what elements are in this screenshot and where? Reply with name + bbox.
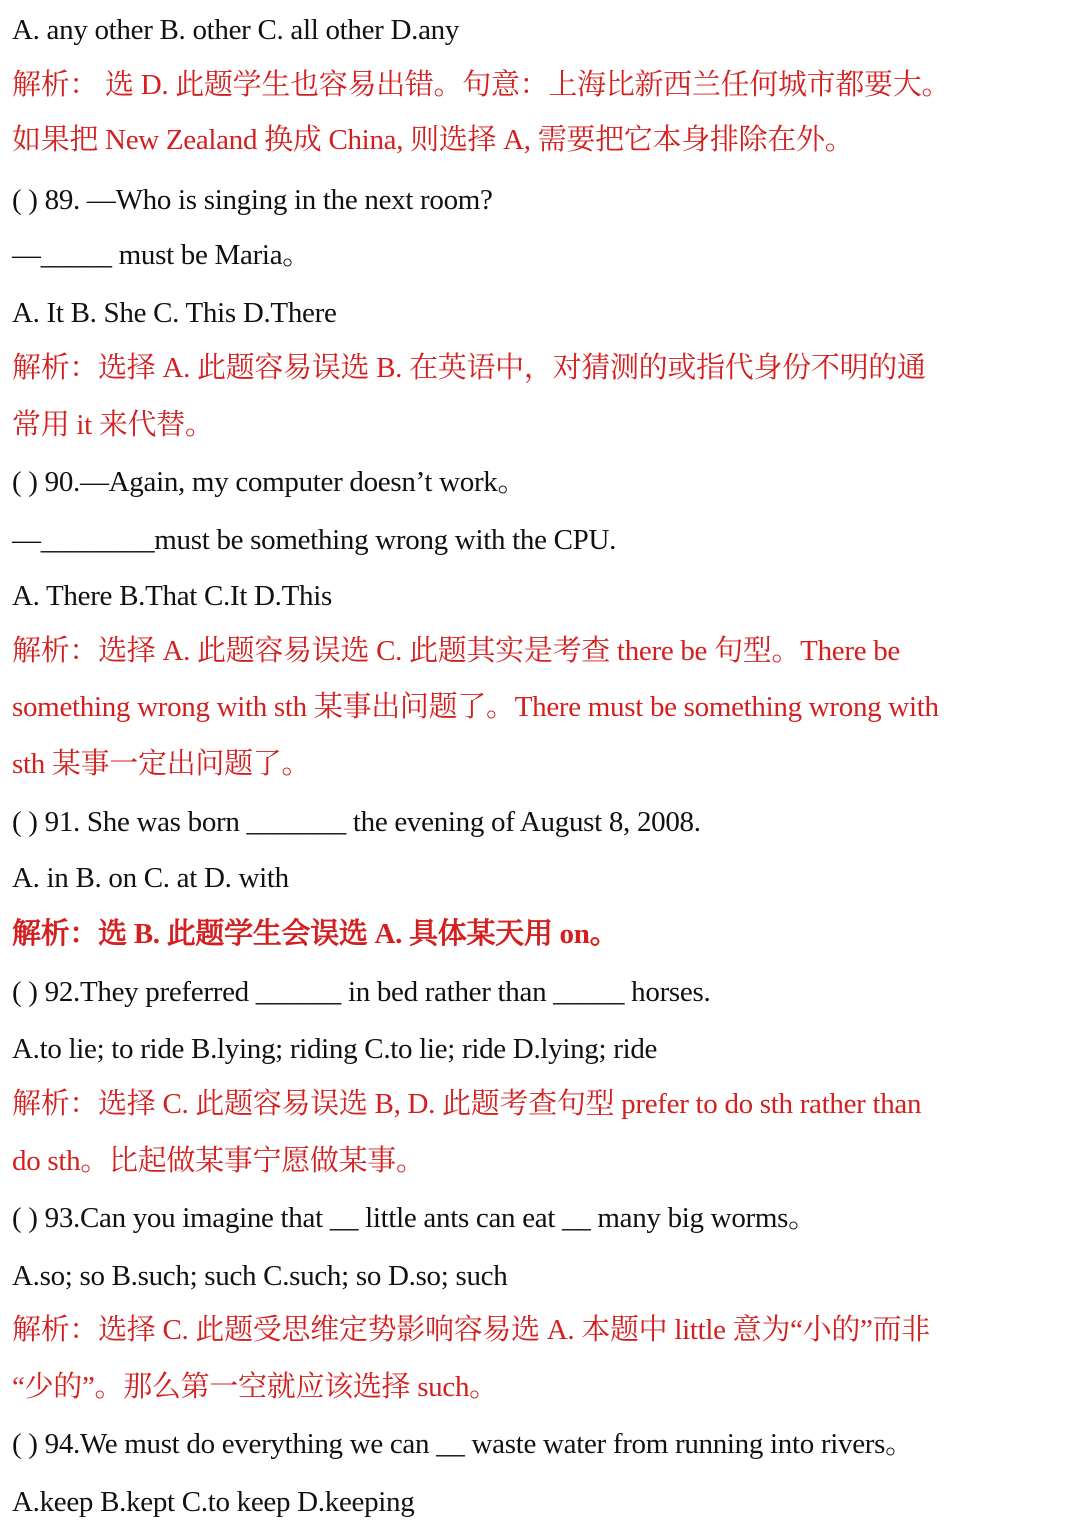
- question-line: ( ) 90.—Again, my computer doesn’t work。: [12, 466, 527, 498]
- analysis-line: 如果把 New Zealand 换成 China, 则选择 A, 需要把它本身排除在外。: [12, 124, 854, 156]
- analysis-line: 解析：选择 C. 此题受思维定势影响容易选 A. 本题中 little 意为“小的”而非: [12, 1314, 930, 1346]
- question-line: ( ) 93.Can you imagine that __ little ants can eat __ many big worms。: [12, 1202, 817, 1234]
- question-line: ( ) 92.They preferred ______ in bed rather than _____ horses.: [12, 976, 711, 1008]
- question-line: ( ) 94.We must do everything we can __ waste water from running into rivers。: [12, 1428, 914, 1460]
- question-line: —_____ must be Maria。: [12, 239, 311, 271]
- options-line: A.keep B.kept C.to keep D.keeping: [12, 1486, 415, 1518]
- options-line: A. It B. She C. This D.There: [12, 297, 337, 329]
- options-line: A.so; so B.such; such C.such; so D.so; such: [12, 1260, 508, 1292]
- question-line: ( ) 91. She was born _______ the evening of August 8, 2008.: [12, 806, 701, 838]
- analysis-line: something wrong with sth 某事出问题了。There must be something wrong with: [12, 691, 939, 723]
- options-line: A. in B. on C. at D. with: [12, 862, 289, 894]
- analysis-line: sth 某事一定出问题了。: [12, 748, 311, 780]
- options-line: A. There B.That C.It D.This: [12, 580, 332, 612]
- analysis-line: 解析： 选 D. 此题学生也容易出错。句意：上海比新西兰任何城市都要大。: [12, 69, 951, 101]
- question-line: —________must be something wrong with the CPU.: [12, 524, 617, 556]
- analysis-line: 解析：选择 A. 此题容易误选 B. 在英语中，对猜测的或指代身份不明的通: [12, 352, 926, 384]
- options-line: A. any other B. other C. all other D.any: [12, 14, 460, 46]
- analysis-line: 解析：选择 A. 此题容易误选 C. 此题其实是考查 there be 句型。There be: [12, 635, 901, 667]
- analysis-line: “少的”。那么第一空就应该选择 such。: [12, 1371, 498, 1403]
- analysis-line: 解析：选 B. 此题学生会误选 A. 具体某天用 on。: [12, 918, 619, 950]
- options-line: A.to lie; to ride B.lying; riding C.to lie; ride D.lying; ride: [12, 1033, 658, 1065]
- analysis-line: do sth。比起做某事宁愿做某事。: [12, 1145, 425, 1177]
- analysis-line: 常用 it 来代替。: [12, 409, 214, 441]
- question-line: ( ) 89. —Who is singing in the next room?: [12, 184, 493, 216]
- analysis-line: 解析：选择 C. 此题容易误选 B, D. 此题考查句型 prefer to do sth rather than: [12, 1088, 922, 1120]
